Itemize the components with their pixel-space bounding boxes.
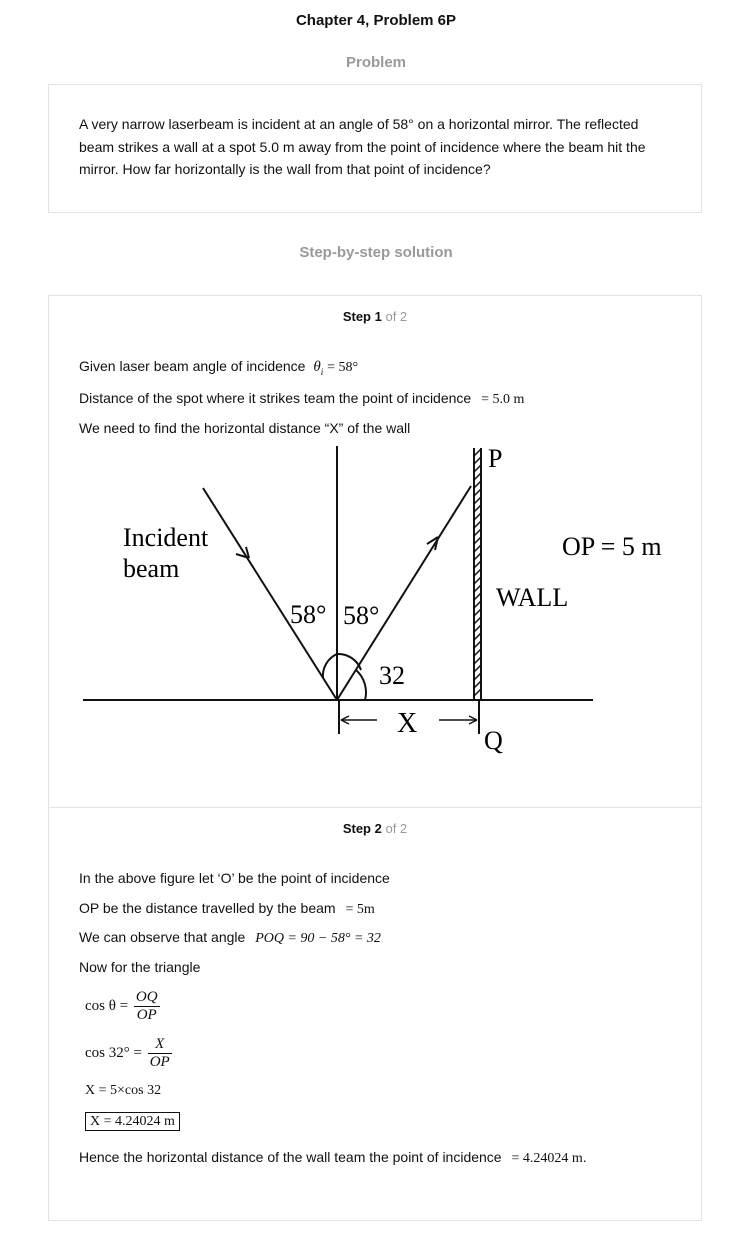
op-value: = 5m: [345, 902, 375, 917]
angle-small-label: 32: [379, 661, 405, 690]
equation-2-denominator: OP: [149, 1054, 170, 1070]
equation-1-lhs: cos θ =: [85, 997, 129, 1014]
op-label: OP = 5 m: [562, 532, 662, 561]
problem-box: [48, 84, 702, 213]
wall-label: WALL: [496, 583, 569, 612]
equation-2-fraction: [148, 1036, 172, 1071]
step-1-line-1-text: Given laser beam angle of incidence: [79, 358, 306, 374]
equation-1-fraction: [134, 989, 160, 1024]
laser-reflection-diagram: [79, 444, 679, 754]
step-1-line-2: [79, 390, 524, 408]
equation-2-lhs: cos 32° =: [85, 1044, 142, 1061]
step-2-line-3-text: We can observe that angle: [79, 929, 246, 945]
conclusion-value: = 4.24024 m: [511, 1151, 583, 1166]
incident-label-2: beam: [123, 554, 180, 583]
angle-arc-small: [356, 670, 366, 700]
step-2-label: Step 2: [342, 821, 382, 836]
angle-equation: POQ = 90 − 58° = 32: [255, 931, 381, 946]
step-2-heading: [49, 821, 701, 836]
conclusion-period: .: [582, 1149, 587, 1165]
distance-value: = 5.0 m: [481, 392, 525, 407]
angle-left-label: 58°: [290, 600, 327, 629]
equation-1-denominator: OP: [136, 1007, 157, 1023]
step-divider: [49, 807, 701, 808]
conclusion-line: [79, 1149, 587, 1167]
theta-subscript: i: [320, 366, 324, 377]
step-1-heading: [49, 309, 701, 324]
point-q-label: Q: [484, 726, 503, 754]
angle-right-label: 58°: [343, 601, 380, 630]
solution-box: [48, 295, 702, 1221]
step-2-of: of 2: [385, 821, 408, 836]
equation-4: [85, 1114, 180, 1130]
step-1-line-2-text: Distance of the spot where it strikes team the point of incidence: [79, 390, 472, 406]
page-title: Chapter 4, Problem 6P: [295, 12, 457, 29]
equation-1-numerator: OQ: [135, 989, 158, 1005]
incident-ray: [203, 488, 337, 700]
problem-label: Problem: [345, 54, 406, 71]
equation-3: X = 5×cos 32: [85, 1083, 162, 1098]
incident-label-1: Incident: [123, 523, 209, 552]
step-1-label: Step 1: [342, 309, 382, 324]
x-label: X: [397, 708, 418, 739]
step-1-of: of 2: [385, 309, 408, 324]
step-1-line-1: [79, 358, 358, 377]
equation-2: [85, 1036, 174, 1071]
step-2-line-3: [79, 929, 381, 947]
step-2-line-2: [79, 900, 375, 918]
step-1-line-3: We need to find the horizontal distance “X” of the wall: [79, 420, 411, 436]
conclusion-text: Hence the horizontal distance of the wall team the point of incidence: [79, 1149, 502, 1165]
angle-value: = 58°: [327, 360, 359, 375]
theta-symbol: θ: [313, 359, 321, 375]
angle-arc-left: [323, 654, 337, 678]
step-2-line-1: In the above figure let ‘O’ be the point of incidence: [79, 870, 390, 886]
equation-1: [85, 989, 162, 1024]
point-p-label: P: [488, 444, 503, 473]
problem-text: A very narrow laserbeam is incident at an angle of 58° on a horizontal mirror. The reflected beam strikes a wall at a spot 5.0 m away from the point of incidence where the beam hit the mirror. How far horizontally is the wall from that point of incidence?: [79, 116, 646, 177]
step-2-line-2-text: OP be the distance travelled by the beam: [79, 900, 336, 916]
wall: [474, 448, 481, 700]
final-answer-box: X = 4.24024 m: [85, 1112, 180, 1131]
step-2-line-4: Now for the triangle: [79, 959, 201, 975]
equation-2-numerator: X: [148, 1036, 172, 1054]
solution-label: Step-by-step solution: [299, 244, 453, 261]
